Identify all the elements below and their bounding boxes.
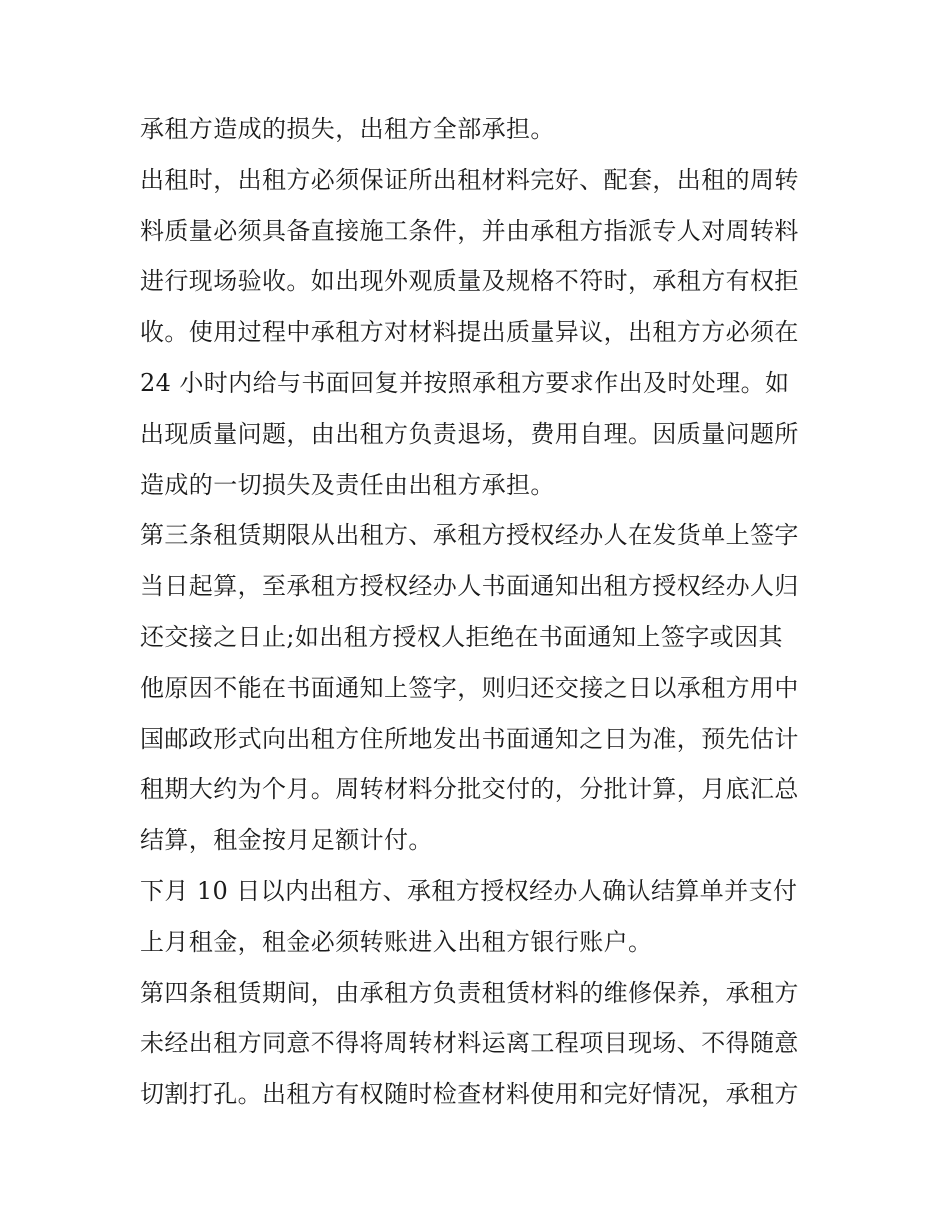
text-line: 24 小时内给与书面回复并按照承租方要求作出及时处理。如	[140, 368, 790, 397]
text-line: 第四条租赁期间，由承租方负责租赁材料的维修保养，承租方	[140, 978, 799, 1007]
text-line: 结算，租金按月足额计付。	[140, 826, 433, 855]
text-line: 切割打孔。出租方有权随时检查材料使用和完好情况，承租方	[140, 1080, 799, 1109]
contract-text-block	[140, 104, 820, 1120]
text-line: 上月租金，租金必须转账进入出租方银行账户。	[140, 927, 653, 956]
text-line: 第三条租赁期限从出租方、承租方授权经办人在发货单上签字	[140, 521, 799, 550]
text-line: 未经出租方同意不得将周转材料运离工程项目现场、不得随意	[140, 1029, 799, 1058]
text-line: 他原因不能在书面通知上签字，则归还交接之日以承租方用中	[140, 673, 799, 702]
text-line: 承租方造成的损失，出租方全部承担。	[140, 115, 555, 143]
text-line: 造成的一切损失及责任由出租方承担。	[140, 470, 555, 499]
text-line: 收。使用过程中承租方对材料提出质量异议，出租方方必须在	[140, 318, 799, 347]
text-line: 出现质量问题，由出租方负责退场，费用自理。因质量问题所	[140, 419, 799, 448]
text-line: 料质量必须具备直接施工条件，并由承租方指派专人对周转料	[140, 216, 799, 245]
text-line: 当日起算，至承租方授权经办人书面通知出租方授权经办人归	[140, 572, 799, 601]
text-line: 租期大约为个月。周转材料分批交付的，分批计算，月底汇总	[140, 775, 799, 804]
text-line: 还交接之日止;如出租方授权人拒绝在书面通知上签字或因其	[140, 622, 783, 651]
text-line: 下月 10 日以内出租方、承租方授权经办人确认结算单并支付	[140, 876, 798, 905]
text-line: 国邮政形式向出租方住所地发出书面通知之日为准，预先估计	[140, 724, 799, 753]
text-line: 进行现场验收。如出现外观质量及规格不符时，承租方有权拒	[140, 267, 799, 296]
text-line: 出租时，出租方必须保证所出租材料完好、配套，出租的周转	[140, 165, 799, 194]
